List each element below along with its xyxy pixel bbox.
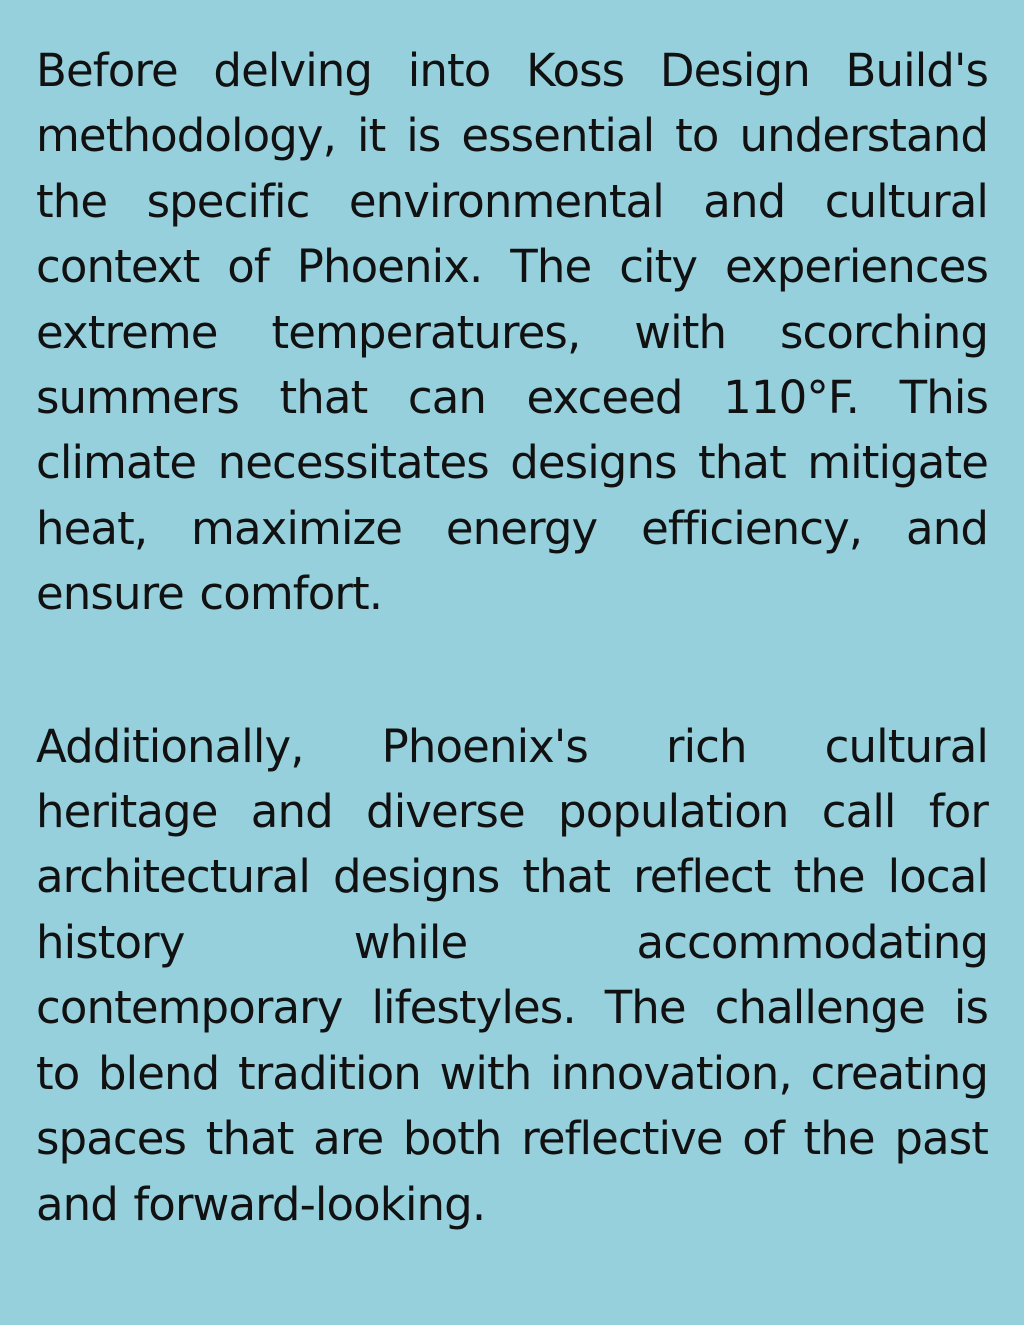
paragraph-cultural-heritage: Additionally, Phoenix's rich cultural heritage and diverse population call for architectural designs that reflect the local history while accommodating contemporary lifestyles. The challenge is to blend tradition with innovation, creating spaces that are both reflective of the past and forward-looking.	[36, 719, 988, 1231]
paragraph-phoenix-context: Before delving into Koss Design Build's methodology, it is essential to understand the specific environmental and cultural context of Phoenix. The city experiences extreme temperatures, with scorching summers that can exceed 110°F. This climate necessitates designs that mitigate heat, maximize energy efficiency, and ensure comfort.	[36, 44, 988, 621]
